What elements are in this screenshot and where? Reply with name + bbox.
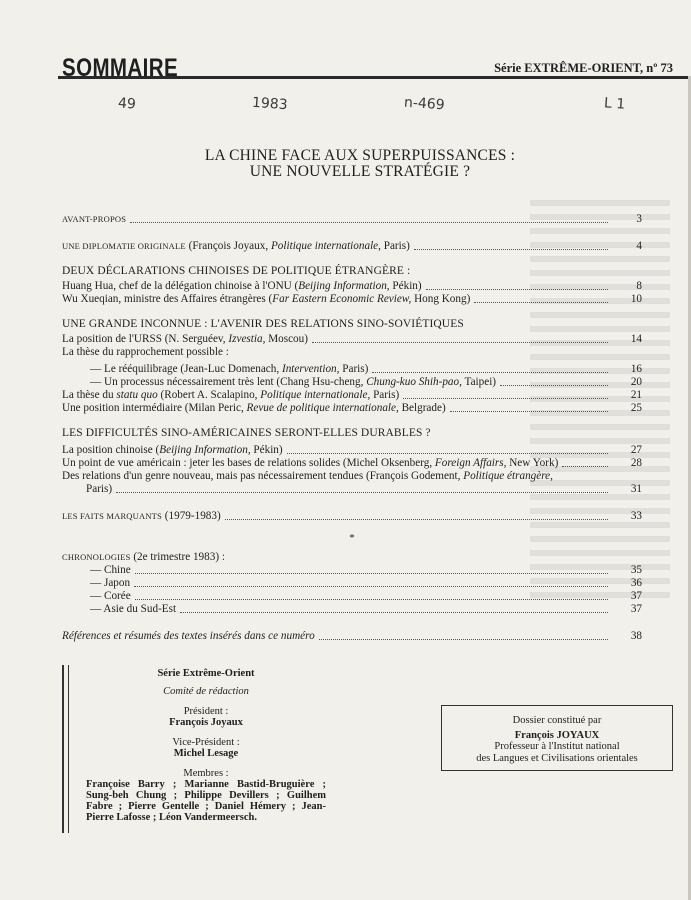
toc-entry[interactable] bbox=[62, 630, 642, 643]
toc-label: AVANT-PROPOS bbox=[62, 214, 127, 224]
dot-leader bbox=[287, 453, 608, 454]
dot-leader bbox=[135, 599, 608, 600]
dossier-author: François JOYAUX bbox=[514, 729, 600, 741]
section-heading: DEUX DÉCLARATIONS CHINOISES DE POLITIQUE ÉTRANGÈRE : bbox=[62, 265, 411, 277]
dot-leader bbox=[225, 519, 608, 520]
toc-page-number: 37 bbox=[630, 590, 642, 602]
toc-entry[interactable] bbox=[62, 577, 642, 590]
toc-subheading bbox=[62, 346, 642, 359]
dossier-line: Dossier constitué par bbox=[512, 715, 602, 726]
toc-page-number: 25 bbox=[630, 402, 642, 414]
toc-page-number: 38 bbox=[630, 630, 642, 642]
committee-role: Membres : bbox=[183, 768, 229, 779]
table-of-contents bbox=[62, 213, 642, 643]
toc-entry[interactable] bbox=[62, 333, 642, 346]
toc-entry[interactable] bbox=[62, 564, 642, 577]
toc-entry[interactable] bbox=[62, 376, 642, 389]
committee-role: Président : bbox=[183, 706, 229, 717]
toc-label: — Chine bbox=[90, 564, 131, 576]
toc-entry[interactable] bbox=[62, 240, 642, 253]
toc-entry[interactable] bbox=[62, 457, 642, 470]
toc-label: Références et résumés des textes insérés dans ce numéro bbox=[62, 630, 315, 642]
toc-label: Wu Xueqian, ministre des Affaires étrangères (Far Eastern Economic Review, Hong Kong) bbox=[62, 293, 471, 305]
dot-leader bbox=[450, 411, 608, 412]
toc-page-number: 4 bbox=[636, 240, 642, 252]
dot-leader bbox=[500, 385, 608, 386]
toc-label: Une position intermédiaire (Milan Peric, Revue de politique internationale, Belgrade) bbox=[62, 402, 446, 414]
committee-person: François Joyaux bbox=[169, 717, 243, 728]
section-heading: UNE GRANDE INCONNUE : L'AVENIR DES RELATIONS SINO-SOVIÉTIQUES bbox=[62, 318, 464, 330]
toc-label-cont: Paris) 31 bbox=[86, 483, 642, 495]
toc-entry[interactable] bbox=[62, 293, 642, 306]
toc-page-number: 27 bbox=[630, 444, 642, 456]
dot-leader bbox=[372, 372, 608, 373]
toc-entry[interactable] bbox=[62, 444, 642, 457]
toc-label: CHRONOLOGIES (2e trimestre 1983) : bbox=[62, 551, 225, 563]
toc-entry[interactable] bbox=[62, 590, 642, 603]
toc-page-number: 14 bbox=[630, 333, 642, 345]
margin-rule bbox=[62, 665, 64, 833]
handwritten-note: 49 bbox=[117, 95, 137, 113]
toc-label: La thèse du rapprochement possible : bbox=[62, 346, 229, 358]
toc-entry[interactable] bbox=[62, 402, 642, 415]
dot-leader bbox=[116, 492, 608, 493]
section-heading: LES DIFFICULTÉS SINO-AMÉRICAINES SERONT-ELLES DURABLES ? bbox=[62, 427, 431, 439]
main-title bbox=[100, 148, 620, 180]
toc-label: La position chinoise (Beijing Information, Pékin) bbox=[62, 444, 283, 456]
toc-page-number: 20 bbox=[630, 376, 642, 388]
toc-page-number: 16 bbox=[630, 363, 642, 375]
toc-page-number: 10 bbox=[630, 293, 642, 305]
toc-entry[interactable] bbox=[62, 213, 642, 226]
committee-person: Michel Lesage bbox=[173, 748, 239, 759]
toc-label: — Le rééquilibrage (Jean-Luc Domenach, Intervention, Paris) bbox=[90, 363, 369, 375]
separator-star: * bbox=[349, 532, 355, 544]
toc-page-number: 8 bbox=[636, 280, 642, 292]
handwritten-note: 1983 bbox=[251, 94, 289, 114]
page-title: SOMMAIRE bbox=[62, 54, 179, 82]
toc-label: Des relations d'un genre nouveau, mais pas nécessairement tendues (François Godement, Politique étrangère, bbox=[62, 470, 553, 482]
toc-entry[interactable] bbox=[62, 363, 642, 376]
toc-page-number: 28 bbox=[630, 457, 642, 469]
dot-leader bbox=[312, 342, 608, 343]
handwritten-note: L 1 bbox=[603, 95, 626, 113]
toc-page-number: 3 bbox=[636, 213, 642, 225]
dot-leader bbox=[426, 289, 608, 290]
toc-label: La thèse du statu quo (Robert A. Scalapino, Politique internationale, Paris) bbox=[62, 389, 400, 401]
dot-leader bbox=[319, 639, 608, 640]
dot-leader bbox=[134, 586, 608, 587]
series-label: Série EXTRÊME-ORIENT, nº 73 bbox=[494, 61, 673, 75]
toc-page-number: 36 bbox=[630, 577, 642, 589]
committee-role: Vice-Président : bbox=[172, 737, 240, 748]
toc-page-number: 21 bbox=[630, 389, 642, 401]
editorial-committee bbox=[86, 668, 326, 823]
dossier-box bbox=[441, 705, 673, 771]
toc-page-number: 31 bbox=[630, 483, 642, 495]
toc-label: LES FAITS MARQUANTS (1979-1983) bbox=[62, 510, 221, 522]
dot-leader bbox=[403, 398, 608, 399]
toc-entry[interactable] bbox=[62, 389, 642, 402]
dot-leader bbox=[474, 302, 608, 303]
dot-leader bbox=[135, 573, 608, 574]
dot-leader bbox=[180, 612, 608, 613]
handwritten-note: n-469 bbox=[403, 94, 446, 114]
toc-label: — Corée bbox=[90, 590, 131, 602]
toc-label: Huang Hua, chef de la délégation chinoise à l'ONU (Beijing Information, Pékin) bbox=[62, 280, 422, 292]
margin-rule bbox=[68, 665, 69, 833]
dossier-line: des Langues et Civilisations orientales bbox=[476, 752, 638, 764]
toc-entry[interactable] bbox=[62, 280, 642, 293]
toc-label: Un point de vue américain : jeter les bases de relations solides (Michel Oksenberg, Foreign Affairs, New York) bbox=[62, 457, 559, 469]
dossier-line: Professeur à l'Institut national bbox=[494, 741, 620, 752]
committee-members: Françoise Barry ; Marianne Bastid-Bruguière ; Sung-beh Chung ; Philippe Devillers ; Guilhem Fabre ; Pierre Gentelle ; Daniel Hémery ; Jean-Pierre Lafosse ; Léon Vandermeersch. bbox=[86, 779, 326, 823]
toc-label: La position de l'URSS (N. Serguéev, Izvestia, Moscou) bbox=[62, 333, 308, 345]
dot-leader bbox=[562, 466, 608, 467]
committee-series: Série Extrême-Orient bbox=[157, 668, 255, 679]
toc-label: UNE DIPLOMATIE ORIGINALE (François Joyaux, Politique internationale, Paris) bbox=[62, 240, 410, 252]
dot-leader bbox=[130, 222, 608, 223]
toc-entry[interactable] bbox=[62, 470, 642, 496]
main-title-line: UNE NOUVELLE STRATÉGIE ? bbox=[249, 163, 471, 180]
toc-label: — Un processus nécessairement très lent (Chang Hsu-cheng, Chung-kuo Shih-pao, Taipei) bbox=[90, 376, 497, 388]
toc-page-number: 35 bbox=[630, 564, 642, 576]
toc-label: — Asie du Sud-Est bbox=[90, 603, 177, 615]
toc-entry[interactable] bbox=[62, 510, 642, 523]
toc-label: — Japon bbox=[90, 577, 131, 589]
dot-leader bbox=[414, 249, 608, 250]
toc-page-number: 33 bbox=[630, 510, 642, 522]
toc-subheading bbox=[62, 551, 642, 564]
toc-entry[interactable] bbox=[62, 603, 642, 616]
main-title-line: LA CHINE FACE AUX SUPERPUISSANCES : bbox=[204, 147, 516, 164]
committee-title: Comité de rédaction bbox=[163, 686, 249, 697]
toc-page-number: 37 bbox=[630, 603, 642, 615]
